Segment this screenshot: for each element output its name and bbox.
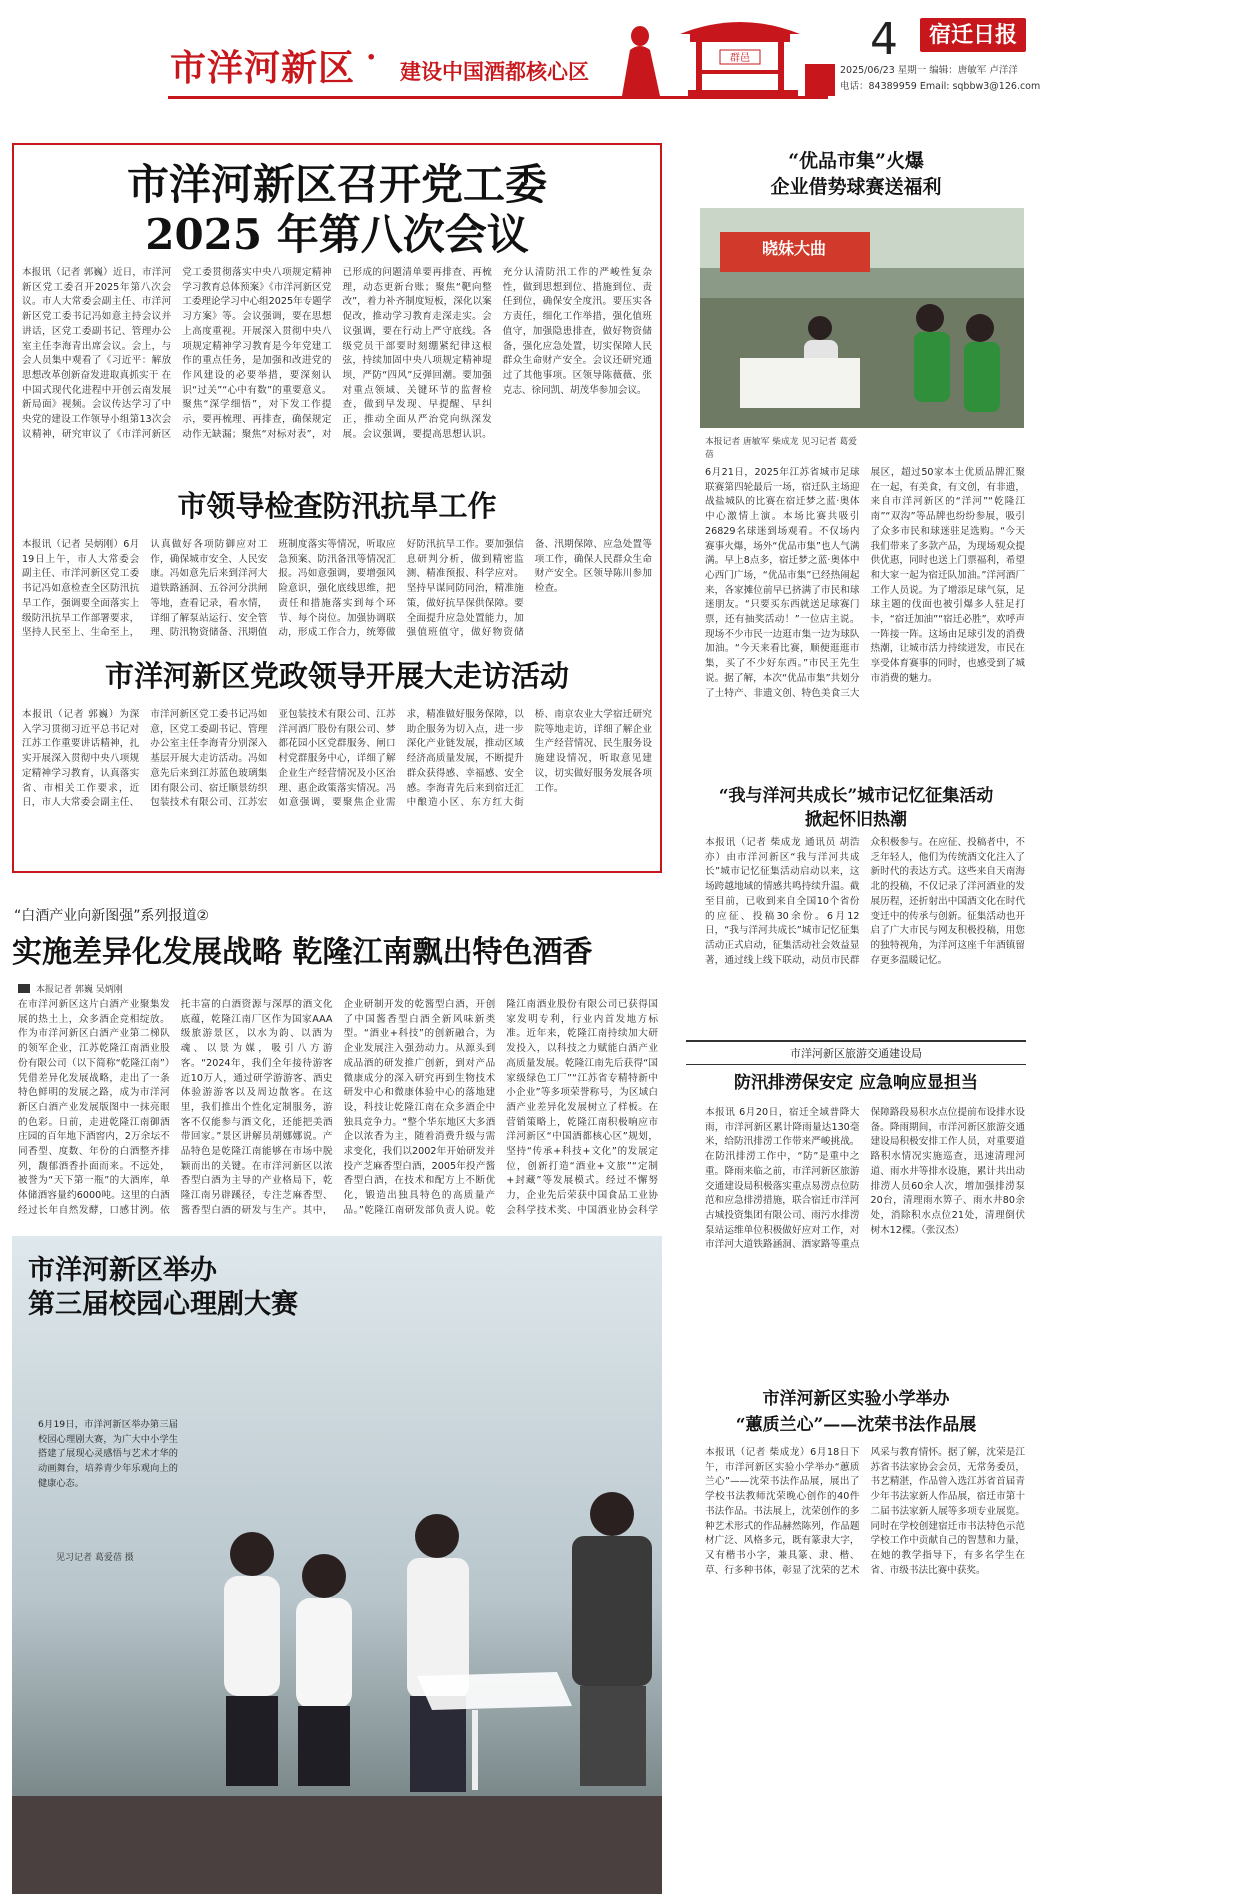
series-title: 实施差异化发展战略 乾隆江南飘出特色酒香 (12, 935, 593, 970)
sidebar2-title (686, 784, 1026, 832)
market-banner: 晓妹大曲 (762, 239, 827, 258)
page-number: 4 (870, 14, 898, 65)
sidebar1-title (686, 148, 1026, 200)
photo-feature-title (28, 1254, 298, 1322)
series-byline: 本报记者 郭巍 吴炳刚 (36, 985, 123, 995)
photo-feature-caption: 6月19日，市洋河新区举办第三届校园心理剧大赛，为广大中小学生搭建了展现心灵感悟与艺术才华的动画舞台，培养青少年乐观向上的健康心态。 (38, 1419, 178, 1489)
photo-feature-credit: 见习记者 葛爱蓓 摄 (56, 1553, 134, 1563)
sidebar2-title-line1: “我与洋河共成长”城市记忆征集活动 (718, 786, 994, 806)
paper-logo: 宿迁日报 (920, 18, 1026, 52)
sidebar1-title-line2: 企业借势球赛送福利 (770, 176, 942, 198)
arch-illustration (600, 4, 840, 98)
sidebar1-photo-caption: 本报记者 唐敏军 柴成龙 见习记者 葛爱蓓 (705, 437, 857, 460)
masthead (0, 0, 1236, 100)
market-photo-image (700, 208, 1024, 428)
section-title: 市洋河新区 (170, 47, 356, 89)
article3-title: 市洋河新区党政领导开展大走访活动 (104, 659, 569, 693)
series-body: 在市洋河新区这片白酒产业聚集发展的热土上，众多酒企竞相绽放。作为市洋河新区白酒产业第二梯队的领军企业，江苏乾隆江南酒业股份有限公司（以下简称“乾隆江南”）凭借差异化发展战略，走出了一条特色鲜明的发展之路，成为市洋河新区白酒产业发展版图中一抹亮眼的色彩。日前，走进乾隆江南御酒庄园的百年地下酒窖内，2万余坛不同香型、度数、年份的白酒整齐排列，馥郁酒香扑面而来。不远处，被誉为“天下第一瓶”的大酒库，单体储酒容量约6000吨。这里的白酒经过长年自然发酵，口感甘洌。依托丰富的白酒资源与深厚的酒文化底蕴，乾隆江南厂区作为国家AAA级旅游景区，以水为韵、以酒为魂、以景为媒，吸引八方游客。“2024年，我们全年接待游客近10万人，通过研学游游客、酒史体验游游客以及周边散客。在这里，我们推出个性化定制服务，游客不仅能参与酒文化，还能把美酒带回家。”景区讲解员胡娜娜说。产品特色是乾隆江南能够在市场中脱颖而出的关键。在市洋河新区以浓香型白酒为主导的产业格局下，乾隆江南另辟蹊径，专注芝麻香型、酱香型白酒的研发与生产。其中，企业研制开发的乾酱型白酒，开创了中国酱香型白酒全新风味新类型。“酒业+科技”的创新融合，为企业发展注入强劲动力。从源头到成品酒的研发推广创新，到对产品微康成分的深入研究再到生物技术研发中心和微康体验中心的落地建设，科技让乾隆江南在众多酒企中独具竞争力。“整个华东地区大多酒企以浓香为主，随着消费升级与需求变化，我们以2002年开始研发并投产芝麻香型白酒，2005年投产酱香型白酒，在技术和配方上不断优化，锻造出独具特色的高质量产品。”乾隆江南研发部负责人说。乾隆江南酒业股份有限公司已获得国家发明专利，行业内首发地方标准。近年来，乾隆江南持续加大研发投入，以科技之力赋能白酒产业高质量发展。乾隆江南先后获得“国家级绿色工厂”“江苏省专精特新中小企业”等多项荣誉称号，为区域白酒产业差异化发展树立了样板。在营销策略上，乾隆江南积极响应市洋河新区“中国酒都核心区”规划，坚持“传承+科技+文化”的发展定位，创新打造“酒业+文旅”“定制+封藏”等发展模式。经过不懈努力，企业先后荣获中国食品工业协会科学技术奖、中国酒业协会科学 (18, 999, 658, 1216)
series-byline-bar (18, 984, 30, 993)
sidebar3-tag (686, 1040, 1026, 1065)
series-label: “白酒产业向新图强”系列报道② (14, 908, 210, 924)
article3-body: 本报讯（记者 郭巍）为深入学习贯彻习近平总书记对江苏工作重要讲话精神，扎实开展深入贯彻中央八项规定精神学习教育，认真落实省、市相关工作要求，近日，市人大常委会副主任、市洋河新区党工委书记冯如意，区党工委副书记、管理办公室主任李海青分别深入基层开展大走访活动。冯如意先后来到江苏蓝色玻璃集团有限公司、宿迁顺景纺织包装技术有限公司、江苏宏亚包装技术有限公司、江苏洋河酒厂股份有限公司、梦都花园小区党群服务、闸口村党群服务中心，详细了解企业生产经营情况及小区治理、惠企政策落实情况。冯如意强调，要聚焦企业需求，精准做好服务保障，以助企服务为切入点，进一步深化产业链发展，推动区域经济高质量发展，不断提升群众获得感、幸福感、安全感。李海青先后来到宿迁汇中酿造小区、东方红大街桥、南京农业大学宿迁研究院等地走访，详细了解企业生产经营情况、民生服务设施建设情况，听取意见建议，切实做好服务发展各项工作。 (22, 709, 652, 809)
photo-feature (12, 1236, 662, 1894)
sidebar3-title: 防汛排涝保安定 应急响应显担当 (734, 1073, 978, 1093)
sidebar1-title-line1: “优品市集”火爆 (788, 150, 924, 172)
arch-sign: 群邑 (730, 53, 750, 64)
article2-title: 市领导检查防汛抗旱工作 (177, 489, 497, 523)
sidebar3-body: 本报讯 6月20日，宿迁全域普降大雨，市洋河新区累计降雨量达130毫米，给防汛排涝工作带来严峻挑战。在防汛排涝工作中，“防”是重中之重。降雨来临之前，市洋河新区旅游交通建设局积极落实重点易涝点位防范和应急排涝措施，联合宿迁市洋河古城投资集团有限公司、雨污水排涝泵站运维单位积极做好应对工作，对市洋河大道铁路涵洞、酒家路等重点保障路段易积水点位提前布设排水设备。降雨期间，市洋河新区旅游交通建设局积极安排工作人员，对重要道路积水情况实施巡查，迅速清理河道、雨水井等排水设施，累计共出动排涝人员60余人次，增加强排涝泵20台，清理雨水箅子、雨水井80余处，消除积水点位21处，清理倒伏树木12棵。（张汉杰） (705, 1107, 1025, 1251)
sidebar4-title (686, 1386, 1026, 1438)
sidebar4-body: 本报讯（记者 柴成龙）6月18日下午，市洋河新区实验小学举办“蕙质兰心”——沈荣书法作品展，展出了学校书法教师沈荣晚心创作的40件书法作品。书法展上，沈荣创作的多种艺术形式的作品赫然陈列，作品题材广泛、风格多元，既有篆隶大字，又有楷书小字，兼具篆、隶、楷、草、行多种书体，彰显了沈荣的艺术风采与教育情怀。据了解，沈荣是江苏省书法家协会会员，无常务委员，书艺精湛，作品曾入选江苏省首届青少年书法家新人作品展，宿迁市第十二届书法家新人展等多项专业展览。同时在学校创建宿迁市书法特色示范学校工作中贡献自己的智慧和力量，在她的教学指导下，有多名学生在省、市级书法比赛中获奖。 (705, 1447, 1025, 1576)
stage-photo (12, 1236, 662, 1894)
sidebar2-title-line2: 掀起怀旧热潮 (805, 810, 907, 830)
sidebar2-body: 本报讯（记者 柴成龙 通讯员 胡浩亦）由市洋河新区“我与洋河共成长”城市记忆征集活动启动以来，这场跨越地域的情感共鸣持续升温。截至目前，已收到来自全国10个省份的应征、投稿30余份。6月12日，“我与洋河共成长”城市记忆征集活动正式启动，征集活动社会效益显著，通过线上线下联动，动员市民群众积极参与。在应征、投稿者中，不乏年轻人，他们为传统酒文化注入了新时代的表达方式。这些来自天南海北的投稿，不仅记录了洋河酒业的发展历程，还折射出中国酒文化在时代变迁中的传承与创新。征集活动也开启了广大市民与网友积极投稿，用您的独特视角，为洋河这座千年酒镇留存更多温暖记忆。 (705, 837, 1025, 966)
contact-line: 电话：84389959 Email: sqbbw3@126.com (840, 81, 1041, 92)
sidebar1-body: 6月21日，2025年江苏省城市足球联赛第四轮最后一场，宿迁队主场迎战盐城队的比赛在宿迁梦之蓝·奥体中心激情上演。本场比赛共吸引26829名球迷到场观看。不仅场内赛事火爆，场外“优品市集”也人气满满。早上8点多，宿迁梦之蓝·奥体中心西门广场，“优品市集”已经热闹起来，各家摊位前早已挤满了市民和球迷朋友。“只要买东西就送足球赛门票，还有抽奖活动！”一位店主说。现场不少市民一边逛市集一边为球队加油。“今天来看比赛，顺便逛逛市集，买了不少好东西。”市民王先生说。据了解，本次“优品市集”共划分了土特产、非遗文创、特色美食三大展区，超过50家本土优质品牌汇聚在一起，有美食，有文创，有非遗，来自市洋河新区的“洋河”“乾隆江南”“双沟”等品牌也纷纷参展，吸引了众多市民和球迷驻足选购。“今天我们带来了多款产品，为现场观众提供优惠，同时也送上门票福利，希望和大家一起为宿迁队加油。”洋河酒厂工作人员说。为了增添足球气氛，足球主题的伐面也被引爆多人驻足打卡，“宿迁加油”“宿迁必胜”，欢呼声一阵接一阵。这场由足球引发的消费热潮，让城市活力持续迸发，市民在享受体育赛事的同时，也感受到了城市消费的魅力。 (705, 467, 1025, 699)
photo-feature-title-line2: 第三届校园心理剧大赛 (28, 1289, 298, 1320)
sidebar3-tag-label: 市洋河新区旅游交通建设局 (790, 1047, 922, 1060)
section-slogan: 建设中国酒都核心区 (400, 59, 589, 84)
article1-body: 本报讯（记者 郭巍）近日，市洋河新区党工委召开2025年第八次会议。市人大常委会副主任、市洋河新区党工委书记冯如意主持会议并讲话，区党工委副书记、管理办公室主任李海青出席会议。会上，与会人员集中观看了《习近平：解放思想改革创新奋发进取真抓实干 在中国式现代化进程中开创云南发展新局面》视频。会议传达学习了中央党的建设工作领导小组第13次会议精神，研究审议了《市洋河新区党工委贯彻落实中央八项规定精神学习教育总体预案》《市洋河新区党工委理论学习中心组2025年专题学习方案》等。会议强调，要在思想上高度重视。开展深入贯彻中央八项规定精神学习教育是今年党建工作的重点任务，是加强和改进党的作风建设的必要举措，要深刻认识“过关”“心中有数”的重要意义。聚焦“深学细悟”，对下发工作提示，要再梳理、再排查，确保规定动作无缺漏；聚焦“对标对表”，对已形成的问题清单要再排查、再梳理，动态更新台账；聚焦“靶向整改”，着力补齐制度短板，深化以案促改，推动学习教育走深走实。会议强调，要在行动上严守底线。各级党员干部要时刻绷紧纪律这根弦，持续加固中央八项规定精神堤坝，严防“四风”反弹回潮。要加强对重点领域、关键环节的监督检查，做到早发现、早提醒、早纠正，推动全面从严治党向纵深发展。会议强调，要提高思想认识。充分认清防汛工作的严峻性复杂性，做到思想到位、措施到位、责任到位，确保安全度汛。要压实各方责任，细化工作举措，强化值班值守，加强隐患排查，做好物资储备，强化应急处置，切实保障人民群众生命财产安全。会议还研究通过了其他事项。区领导陈薇薇、张克志、徐同凯、胡茂华参加会议。 (22, 267, 652, 440)
article2-body: 本报讯（记者 吴炳刚）6月19日上午，市人大常委会副主任、市洋河新区党工委书记冯如意检查全区防汛抗旱工作，强调要全面落实上级防汛抗旱工作部署要求，坚持人民至上、生命至上，认真做好各项防御应对工作，确保城市安全、人民安康。冯如意先后来到洋河大道铁路涵洞、五谷河分洪闸等地，查看记录，看水情，详细了解泵站运行、安全管理、防汛物资储备、汛期值班制度落实等情况，听取应急预案、防汛备汛等情况汇报。冯如意强调，要增强风险意识，强化底线思维，把责任和措施落实到每个环节、每个岗位。加强协调联动，形成工作合力，统筹做好防汛抗旱工作。要加强信息研判分析，做到精密监测、精准预报、科学应对。坚持早谋同防同治，精准施策，做好抗旱保供保障。要全面提升应急处置能力，加强值班值守，做好物资储备、汛期保障、应急处置等项工作，确保人民群众生命财产安全。区领导陈川参加检查。 (22, 539, 652, 639)
photo-feature-title-line1: 市洋河新区举办 (28, 1255, 217, 1286)
market-photo (700, 208, 1024, 428)
date-line: 2025/06/23 星期一 编辑：唐敏军 卢洋洋 (840, 65, 1018, 76)
sidebar4-title-line1: 市洋河新区实验小学举办 (762, 1389, 950, 1409)
article1-title (20, 160, 654, 260)
section-dot: · (366, 40, 377, 75)
article1-title-line1: 市洋河新区召开党工委 (126, 160, 547, 209)
sidebar4-title-line2: “蕙质兰心”——沈荣书法作品展 (735, 1415, 977, 1435)
article1-title-line2: 2025 年第八次会议 (145, 210, 529, 259)
